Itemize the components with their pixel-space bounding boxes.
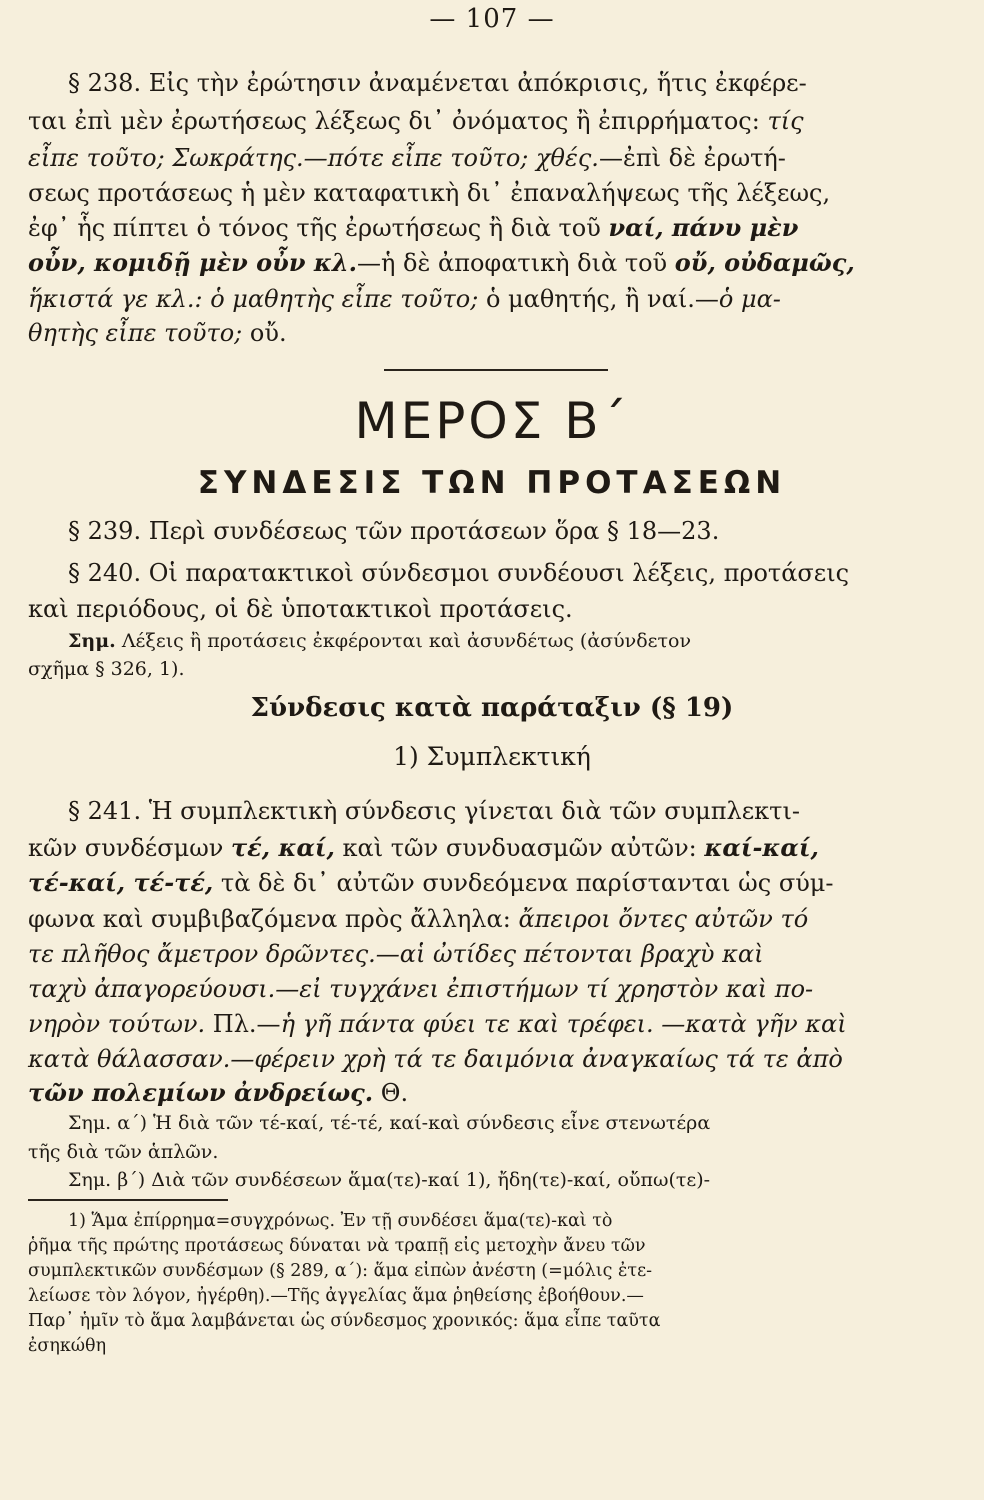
s241-line-3-text: τὰ δὲ δι᾿ αὐτῶν συνδεόμενα παρίστανται ὡς σύμ- — [220, 869, 834, 897]
footnote-line-6: ἐσηκώθη — [28, 1336, 107, 1356]
page-number: — 107 — — [429, 4, 555, 34]
s241-line-7-source: Πλ.— — [212, 1010, 281, 1038]
subsection-heading: 1) Συμπλεκτική — [393, 742, 591, 771]
s238-line-8-example: θητὴς εἶπε τοῦτο; — [28, 319, 243, 347]
s241-line-7-example-2: ἡ γῆ πάντα φύει τε καὶ τρέφει. —κατὰ γῆν καὶ — [280, 1010, 847, 1038]
s241-line-1: § 241. Ἡ συμπλεκτικὴ σύνδεσις γίνεται διὰ τῶν συμπλεκτι- — [68, 797, 800, 825]
s238-line-3-example: εἶπε τοῦτο; Σωκράτης.—πότε εἶπε τοῦτο; χθές. — [28, 144, 599, 172]
s238-line-4: σεως προτάσεως ἡ μὲν καταφατικὴ δι᾿ ἐπαναλήψεως τῆς λέξεως, — [28, 179, 831, 207]
s238-line-7-example-3: ὁ μα- — [718, 285, 781, 313]
s241-line-9 — [28, 1078, 408, 1108]
s241-note-a-line-1 — [68, 1110, 710, 1136]
s238-line-7 — [28, 284, 781, 314]
s238-line-5 — [28, 213, 798, 243]
s238-line-6-text: —ἡ δὲ ἀποφατικὴ διὰ τοῦ — [357, 249, 668, 277]
s241-line-2 — [28, 833, 819, 863]
s241-line-9-source: Θ. — [380, 1079, 409, 1107]
s238-line-2-example: τίς — [767, 107, 804, 135]
s238-line-6 — [28, 248, 855, 278]
s241-note-b-label: Σημ. β΄) — [68, 1169, 146, 1191]
s238-line-2 — [28, 106, 804, 136]
section-heading: Σύνδεσις κατὰ παράταξιν (§ 19) — [250, 693, 734, 723]
s241-line-7-example: νηρὸν τούτων. — [28, 1010, 206, 1038]
s240-note-line-2: σχῆμα § 326, 1). — [28, 658, 185, 680]
s241-line-2-text: κῶν συνδέσμων — [28, 834, 224, 862]
s240-note-label: Σημ. — [68, 630, 116, 652]
s241-line-9-example: τῶν πολεμίων ἀνδρείως. — [28, 1078, 374, 1107]
s241-line-2-example: τέ, καί, — [231, 833, 335, 862]
s238-line-6-example-2: οὔ, οὐδαμῶς, — [674, 248, 855, 277]
s238-line-3-text: —ἐπὶ δὲ ἐρωτή- — [598, 144, 786, 172]
s241-line-8: κατὰ θάλασσαν.—φέρειν χρὴ τά τε δαιμόνια ἀναγκαίως τά τε ἀπὸ — [28, 1045, 843, 1073]
footnote-line-3: συμπλεκτικῶν συνδέσμων (§ 289, α΄): ἅμα εἰπὼν ἀνέστη (=μόλις ἐτε- — [28, 1261, 653, 1281]
s240-line-2: καὶ περιόδους, οἱ δὲ ὑποτακτικοὶ προτάσεις. — [28, 595, 573, 623]
footnote-line-4: λείωσε τὸν λόγον, ἠγέρθη).—Τῆς ἀγγελίας ἅμα ῥηθείσης ἐβοήθουν.— — [28, 1286, 644, 1306]
footnote-line-1: 1) Ἅμα ἐπίρρημα=συγχρόνως. Ἐν τῇ συνδέσει ἅμα(τε)-καὶ τὸ — [68, 1211, 613, 1231]
s241-note-a-text: Ἡ διὰ τῶν τέ-καί, τέ-τέ, καί-καὶ σύνδεσις εἶνε στενωτέρα — [153, 1112, 711, 1134]
s238-line-7-example-2: ὁ μαθητὴς εἶπε τοῦτο; — [210, 285, 479, 313]
s241-line-7 — [28, 1009, 847, 1039]
s238-line-7-text: ὁ μαθητής, ἢ ναί.— — [485, 285, 719, 313]
s238-line-5-example: ναί, πάνυ μὲν — [608, 213, 799, 242]
footnote-line-5: Παρ᾿ ἡμῖν τὸ ἅμα λαμβάνεται ὡς σύνδεσμος χρονικός: ἅμα εἶπε ταῦτα — [28, 1311, 661, 1331]
s241-note-a-label: Σημ. α΄) — [68, 1112, 147, 1134]
s241-note-a-line-2: τῆς διὰ τῶν ἁπλῶν. — [28, 1141, 219, 1163]
s238-line-1: § 238. Εἰς τὴν ἐρώτησιν ἀναμένεται ἀπόκρισις, ἥτις ἐκφέρε- — [68, 69, 807, 97]
part-subtitle: ΣΥΝΔΕΣΙΣ ΤΩΝ ΠΡΟΤΑΣΕΩΝ — [197, 465, 787, 501]
s240-note-text: Λέξεις ἢ προτάσεις ἐκφέρονται καὶ ἀσυνδέτως (ἀσύνδετον — [121, 630, 692, 652]
s241-line-2-text-2: καὶ τῶν συνδυασμῶν αὐτῶν: — [342, 834, 697, 862]
s241-line-4 — [28, 904, 808, 934]
section-divider — [384, 369, 608, 371]
part-title: ΜΕΡΟΣ Β΄ — [354, 392, 630, 450]
s238-line-8-text: οὔ. — [249, 319, 287, 347]
footnote-divider — [28, 1199, 228, 1201]
s241-line-5: τε πλῆθος ἄμετρον δρῶντες.—αἱ ὠτίδες πέτονται βραχὺ καὶ — [28, 940, 764, 968]
s238-line-8 — [28, 318, 287, 348]
s240-line-1: § 240. Οἱ παρατακτικοὶ σύνδεσμοι συνδέουσι λέξεις, προτάσεις — [68, 559, 850, 587]
s241-line-2-example-2: καί-καί, — [704, 833, 819, 862]
footnote-line-2: ῥῆμα τῆς πρώτης προτάσεως δύναται νὰ τραπῇ εἰς μετοχὴν ἄνευ τῶν — [28, 1236, 646, 1256]
s241-line-3 — [28, 868, 834, 898]
s238-line-7-example: ἥκιστά γε κλ.: — [28, 285, 203, 313]
s241-line-3-example: τέ-καί, τέ-τέ, — [28, 868, 214, 897]
s241-line-4-example: ἄπειροι ὄντες αὐτῶν τό — [518, 905, 809, 933]
s238-line-3 — [28, 143, 786, 173]
s238-line-2-text: ται ἐπὶ μὲν ἐρωτήσεως λέξεως δι᾿ ὀνόματος ἢ ἐπιρρήματος: — [28, 107, 760, 135]
s238-line-6-example: οὖν, κομιδῇ μὲν οὖν κλ. — [28, 248, 358, 277]
s241-note-b-text: Διὰ τῶν συνδέσεων ἅμα(τε)-καί 1), ἤδη(τε)-καί, οὔπω(τε)- — [151, 1169, 711, 1191]
s239-paragraph: § 239. Περὶ συνδέσεως τῶν προτάσεων ὅρα § 18—23. — [68, 517, 720, 545]
s241-note-b-line-1 — [68, 1167, 710, 1193]
s241-line-6: ταχὺ ἀπαγορεύουσι.—εἰ τυγχάνει ἐπιστήμων τί χρηστὸν καὶ πο- — [28, 975, 814, 1003]
s240-note-line-1 — [68, 628, 691, 654]
s241-line-4-text: φωνα καὶ συμβιβαζόμενα πρὸς ἄλληλα: — [28, 905, 511, 933]
s238-line-5-text: ἐφ᾿ ἧς πίπτει ὁ τόνος τῆς ἐρωτήσεως ἢ διὰ τοῦ — [28, 214, 601, 242]
